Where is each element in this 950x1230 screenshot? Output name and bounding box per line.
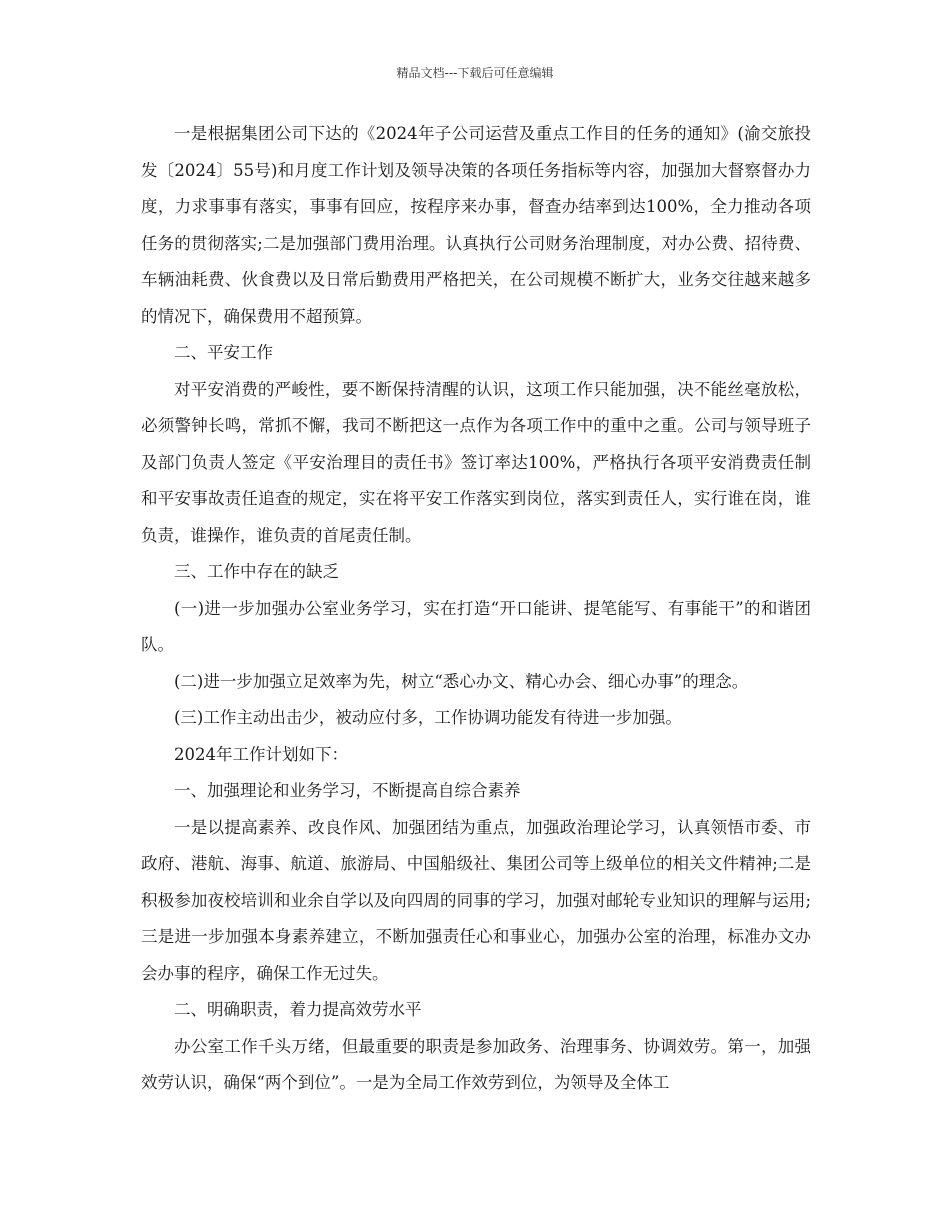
heading-plan-duties: 二、明确职责，着力提高效劳水平 [174,1000,422,1019]
paragraph-shortcoming-3: (三)工作主动出击少，被动应付多，工作协调功能发有待进一步加强。 [174,708,682,727]
paragraph-shortcoming-2: (二)进一步加强立足效率为先，树立“悉心办文、精心办会、细心办事”的理念。 [174,671,749,691]
document-body [141,116,811,1102]
paragraph-safety: 对平安消费的严峻性，要不断保持清醒的认识，这项工作只能加强，决不能丝毫放松，必须警钟长鸣，常抓不懈，我司不断把这一点作为各项工作中的重中之重。公司与领导班子及部门负责人签定《平安治理目的责任书》签订率达100%，严格执行各项平安消费责任制和平安事故责任追查的规定，实在将平安工作落实到岗位，落实到责任人，实行谁在岗，谁负责，谁操作，谁负责的首尾责任制。 [141,379,811,545]
heading-safety-work: 二、平安工作 [174,343,273,362]
paragraph-shortcoming-1: (一)进一步加强办公室业务学习，实在打造“开口能讲、提笔能写、有事能干”的和谐团队。 [141,598,811,654]
heading-plan-study: 一、加强理论和业务学习，不断提高自综合素养 [174,781,521,800]
heading-work-plan: 2024年工作计划如下： [174,744,348,764]
heading-shortcomings: 三、工作中存在的缺乏 [174,562,339,581]
page-header: 精品文档---下载后可任意编辑 [396,66,554,80]
paragraph-supervision: 一是根据集团公司下达的《2024年子公司运营及重点工作目的任务的通知》(渝交旅投发〔2024〕55号)和月度工作计划及领导决策的各项任务指标等内容，加强加大督察督办力度，力求事事有落实，事事有回应，按程序来办事，督查办结率到达100%，全力推动各项任务的贯彻落实;二是加强部门费用治理。认真执行公司财务治理制度，对办公费、招待费、车辆油耗费、伙食费以及日常后勤费用严格把关，在公司规模不断扩大，业务交往越来越多的情况下，确保费用不超预算。 [141,124,811,326]
paragraph-plan-duties: 办公室工作千头万绪，但最重要的职责是参加政务、治理事务、协调效劳。第一，加强效劳认识，确保“两个到位”。一是为全局工作效劳到位，为领导及全体工 [141,1036,811,1092]
paragraph-plan-study: 一是以提高素养、改良作风、加强团结为重点，加强政治理论学习，认真领悟市委、市政府、港航、海事、航道、旅游局、中国船级社、集团公司等上级单位的相关文件精神;二是积极参加夜校培训和业余自学以及向四周的同事的学习，加强对邮轮专业知识的理解与运用;三是进一步加强本身素养建立，不断加强责任心和事业心，加强办公室的治理，标准办文办会办事的程序，确保工作无过失。 [141,817,811,983]
